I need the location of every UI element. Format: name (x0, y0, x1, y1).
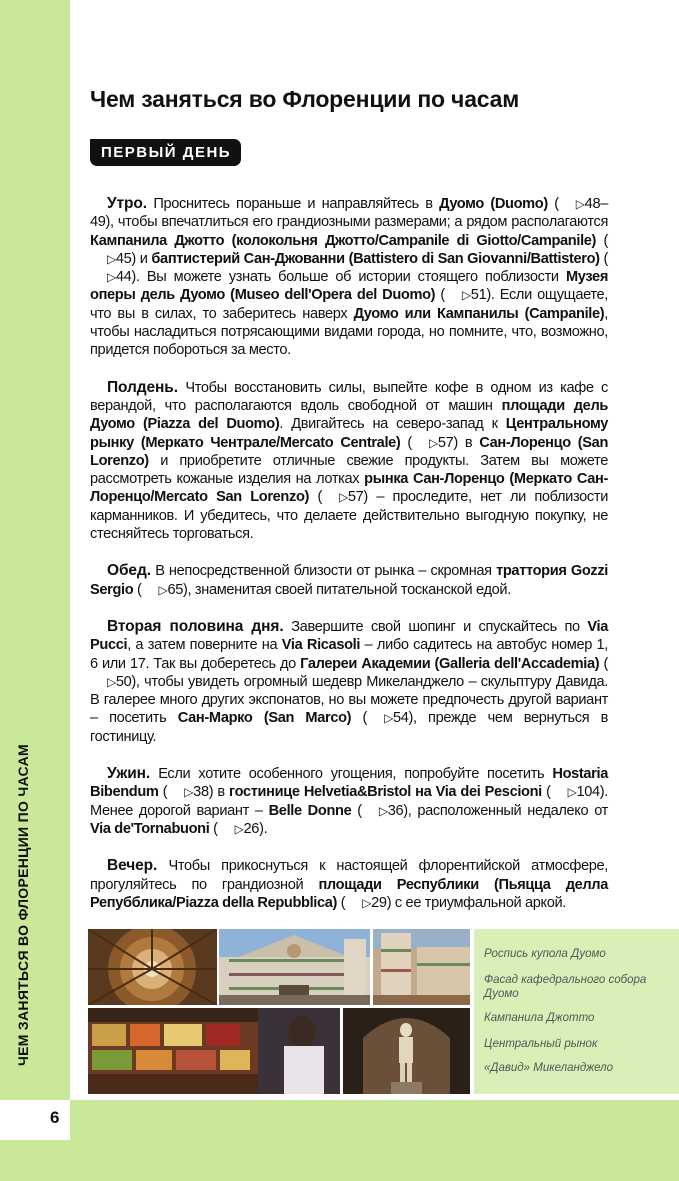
campanile-photo (373, 929, 470, 1005)
place-name: баптистерий Сан-Джованни (Battistero di San Giovanni/Battistero) (151, 250, 600, 267)
body-text: ( (599, 655, 609, 672)
body-text: 50), чтобы увидеть огромный шедевр Микеланджело – скульптуру Давида. В галерее много других экспонатов, но вы можете предпочесть другой вариант – посетить (90, 673, 608, 727)
itinerary-paragraph (90, 195, 608, 360)
body-text: и приобретите отличные свежие продукты. Затем вы можете рассмотреть кожаные изделия на лотках (90, 452, 608, 488)
section-heading: Утро. (107, 195, 147, 212)
itinerary-paragraph (90, 562, 608, 599)
itinerary-text (90, 195, 608, 931)
page-ref-arrow-icon: ▷ (107, 251, 116, 266)
section-heading: Полдень. (107, 378, 178, 396)
dome-fresco-photo (88, 929, 217, 1005)
david-statue-photo (343, 1008, 470, 1094)
place-name: Центральному рынку (Меркато Чентрале/Mercato Centrale) (90, 416, 608, 451)
caption-david: «Давид» Микеланджело (484, 1062, 614, 1074)
body-text: ( (158, 784, 168, 801)
body-text: . Двигайтесь на северо-запад к (279, 416, 506, 433)
body-text: ( (209, 820, 218, 837)
body-text: 104). Менее дорогой вариант – (90, 784, 609, 819)
body-text: ( (337, 894, 346, 911)
body-text: ( (596, 232, 609, 249)
body-text: ( (351, 802, 362, 819)
page-ref-arrow-icon: ▷ (107, 270, 116, 285)
place-name: рынка Сан-Лоренцо (Меркато Сан-Лоренцо/Mercato San Lorenzo) (90, 471, 608, 506)
page-ref-arrow-icon: ▷ (234, 821, 244, 836)
section-heading: Ужин. (107, 765, 151, 783)
day-badge: ПЕРВЫЙ ДЕНЬ (90, 139, 241, 166)
caption-market: Центральный рынок (484, 1038, 598, 1050)
place-name: Галереи Академии (Galleria dell'Accademia) (300, 655, 600, 672)
body-text: ( (547, 196, 559, 212)
place-name: Via Pucci (90, 618, 608, 654)
body-text: 54), прежде чем вернуться в гостиницу. (90, 710, 609, 745)
bottom-band (0, 1100, 679, 1181)
body-text: Чтобы восстановить силы, выпейте кофе в одном из кафе с верандой, что располагаются вдоль свободной от машин (90, 379, 608, 414)
section-heading: Вторая половина дня. (107, 617, 284, 635)
page-ref-arrow-icon: ▷ (384, 711, 393, 726)
body-text: 38) в (193, 784, 230, 801)
side-strip (0, 0, 70, 1100)
place-name: Hostaria Bibendum (90, 766, 608, 801)
body-text: Чтобы прикоснуться к настоящей флорентийской атмосфере, прогуляйтесь по грандиозной (90, 858, 608, 893)
caption-facade: Фасад кафедрального собора Дуомо (484, 974, 647, 1000)
body-text: 48–49), чтобы впечатлиться его грандиозными размерами; а рядом располагаются (90, 196, 608, 231)
page-ref-arrow-icon: ▷ (428, 435, 438, 450)
place-name: Кампанила Джотто (колокольня Джотто/Campanile di Giotto/Campanile) (90, 232, 597, 249)
body-text: ( (309, 489, 322, 506)
body-text: 65), знаменитая своей питательной тосканской едой. (167, 581, 511, 598)
page-ref-arrow-icon: ▷ (567, 785, 577, 800)
body-text: ( (541, 784, 551, 801)
place-name: гостинице Helvetia&Bristol на Via dei Pescioni (229, 784, 542, 801)
body-text: 36), расположенный недалеко от (387, 802, 608, 819)
body-text: Если хотите особенного угощения, попробуйте посетить (150, 766, 553, 783)
section-heading: Обед. (107, 562, 151, 580)
photo-collage (88, 929, 470, 1094)
body-text: ( (133, 581, 142, 598)
page-ref-arrow-icon: ▷ (461, 288, 471, 303)
place-name: площади Республики (Пьяцца делла Репубблика/Piazza della Repubblica) (90, 876, 608, 911)
place-name: Сан-Марко (San Marco) (177, 710, 352, 727)
itinerary-paragraph (90, 765, 608, 838)
page-ref-arrow-icon: ▷ (158, 582, 168, 597)
body-text: 57) – проследите, нет ли поблизости карманников. И убедитесь, что делаете действительно выгодную покупку, не стесняйтесь торговаться. (90, 489, 608, 543)
body-text: Проснитесь пораньше и направляйтесь в (146, 196, 440, 212)
body-text: 44). Вы можете узнать больше об истории стоящего поблизости (115, 269, 566, 286)
page-number-box (0, 1100, 70, 1140)
page-ref-arrow-icon: ▷ (575, 197, 585, 211)
body-text: – либо садитесь на автобус номер 1, 6 или 17. Так вы доберетесь до (90, 637, 608, 672)
page-ref-arrow-icon: ▷ (378, 803, 388, 818)
body-text: 26). (243, 820, 268, 837)
body-text: В непосредственной близости от рынка – скромная (150, 563, 497, 580)
place-name: Belle Donne (268, 802, 352, 819)
page-ref-arrow-icon: ▷ (184, 785, 194, 800)
place-name: Via Ricasoli (281, 637, 361, 654)
caption-panel (474, 929, 679, 1094)
place-name: Музея оперы дель Дуомо (Museo dell'Opera del Duomo) (90, 269, 608, 304)
place-name: Сан-Лоренцо (San Lorenzo) (90, 434, 609, 469)
itinerary-paragraph (90, 379, 608, 544)
page-ref-arrow-icon: ▷ (362, 895, 372, 910)
body-text: , чтобы насладиться потрясающими видами города, но помните, что, возможно, придется побороться за место. (90, 305, 608, 359)
body-text: ( (400, 434, 412, 451)
body-text: Завершите свой шопинг и спускайтесь по (283, 618, 588, 635)
itinerary-paragraph (90, 618, 608, 746)
page-title: Чем заняться во Флоренции по часам (90, 86, 520, 112)
page-ref-arrow-icon: ▷ (338, 490, 348, 505)
body-text: 51). Если ощущаете, что вы в силах, то заберитесь наверх (90, 287, 609, 322)
body-text: , а затем поверните на (127, 637, 282, 654)
place-name: Дуомо или Кампанилы (Campanile) (353, 305, 605, 322)
caption-campanile: Кампанила Джотто (484, 1012, 595, 1024)
place-name: площади дель Дуомо (Piazza del Duomo) (90, 397, 608, 433)
body-text: 57) в (437, 434, 480, 451)
cathedral-facade-photo (219, 929, 370, 1005)
central-market-photo (88, 1008, 340, 1094)
page-number: 6 (50, 1108, 60, 1127)
place-name: траттория Gozzi Sergio (90, 563, 608, 598)
body-text: 29) с ее триумфальной аркой. (371, 894, 566, 911)
body-text: ( (435, 287, 445, 304)
page-ref-arrow-icon: ▷ (107, 674, 116, 689)
body-text: ( (351, 710, 368, 727)
body-text: 45) и (115, 250, 152, 267)
place-name: Via de'Tornabuoni (90, 820, 210, 837)
caption-dome-fresco: Роспись купола Дуомо (484, 948, 606, 960)
section-heading: Вечер. (107, 857, 158, 875)
itinerary-paragraph (90, 857, 608, 912)
place-name: Дуомо (Duomo) (439, 196, 548, 212)
side-chapter-label: ЧЕМ ЗАНЯТЬСЯ ВО ФЛОРЕНЦИИ ПО ЧАСАМ (15, 744, 31, 1066)
body-text: ( (599, 250, 608, 267)
